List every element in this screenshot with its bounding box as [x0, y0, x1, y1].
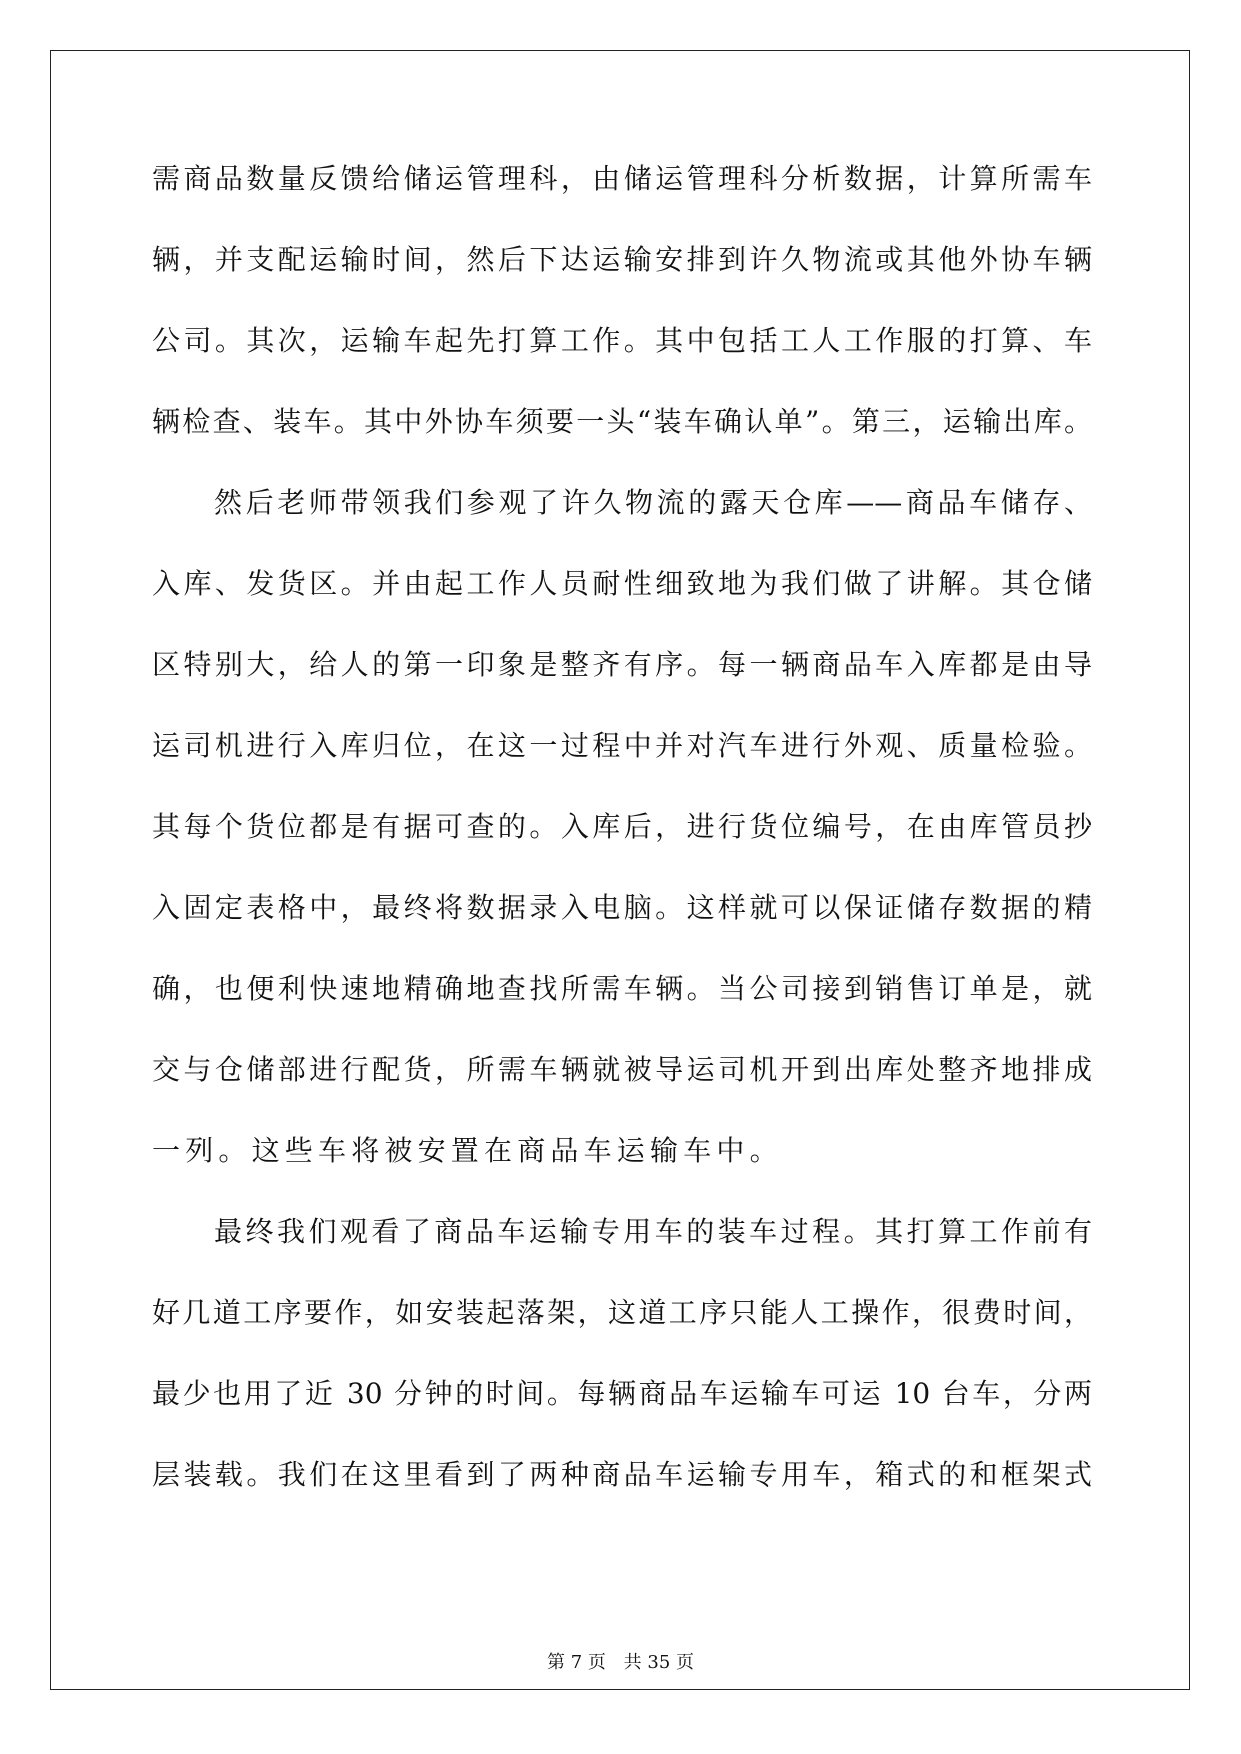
text-line-1: 需商品数量反馈给储运管理科，由储运管理科分析数据，计算所需车: [152, 162, 1092, 195]
document-body: [152, 160, 1092, 1537]
text-line-6: 入库、发货区。并由起工作人员耐性细致地为我们做了讲解。其仓储: [152, 567, 1092, 600]
text-line-5: 然后老师带领我们参观了许久物流的露天仓库——商品车储存、: [214, 486, 1092, 519]
text-line-7: 区特别大，给人的第一印象是整齐有序。每一辆商品车入库都是由导: [152, 648, 1092, 681]
text-line-16: 最少也用了近 30 分钟的时间。每辆商品车运输车可运 10 台车，分两: [152, 1377, 1092, 1410]
text-line-8: 运司机进行入库归位，在这一过程中并对汽车进行外观、质量检验。: [152, 729, 1092, 762]
text-line-14: 最终我们观看了商品车运输专用车的装车过程。其打算工作前有: [214, 1215, 1092, 1248]
text-line-11: 确，也便利快速地精确地查找所需车辆。当公司接到销售订单是，就: [152, 972, 1092, 1005]
page-total: 共 35 页: [623, 1652, 694, 1673]
text-line-4: 辆检查、装车。其中外协车须要一头“装车确认单”。第三，运输出库。: [152, 405, 1092, 438]
text-line-2: 辆，并支配运输时间，然后下达运输安排到许久物流或其他外协车辆: [152, 243, 1092, 276]
text-line-13: 一列。这些车将被安置在商品车运输车中。: [152, 1134, 783, 1167]
text-line-15: 好几道工序要作，如安装起落架，这道工序只能人工操作，很费时间，: [152, 1296, 1092, 1329]
page-number: 第 7 页: [547, 1652, 606, 1673]
page-footer: [0, 1652, 1241, 1674]
text-line-10: 入固定表格中，最终将数据录入电脑。这样就可以保证储存数据的精: [152, 891, 1092, 924]
text-line-17: 层装载。我们在这里看到了两种商品车运输专用车，箱式的和框架式: [152, 1458, 1092, 1491]
text-line-3: 公司。其次，运输车起先打算工作。其中包括工人工作服的打算、车: [152, 324, 1092, 357]
text-line-12: 交与仓储部进行配货，所需车辆就被导运司机开到出库处整齐地排成: [152, 1053, 1092, 1086]
text-line-9: 其每个货位都是有据可查的。入库后，进行货位编号，在由库管员抄: [152, 810, 1092, 843]
